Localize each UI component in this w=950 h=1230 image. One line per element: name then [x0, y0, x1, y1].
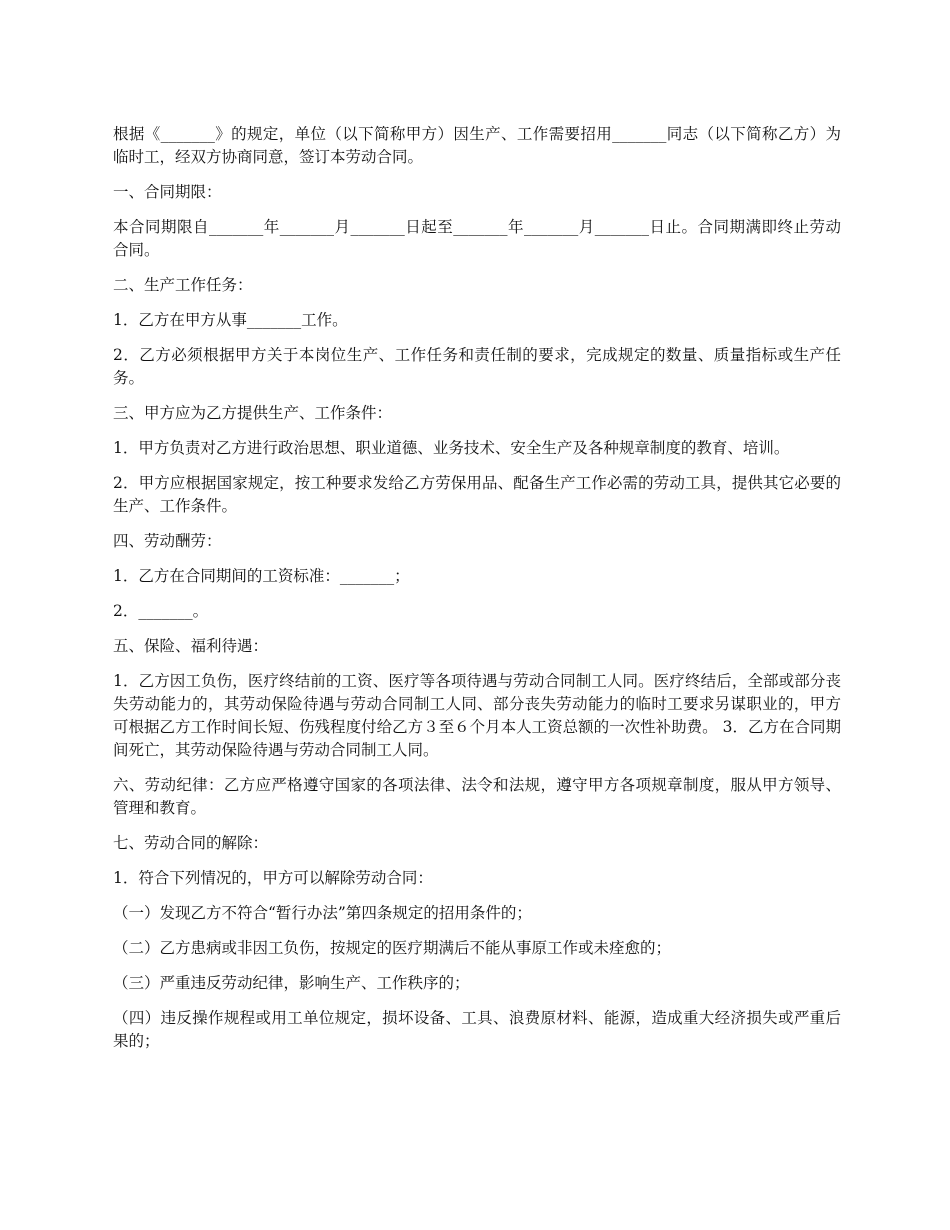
insurance-paragraph: 1．乙方因工负伤，医疗终结前的工资、医疗等各项待遇与劳动合同制工人同。医疗终结后，全部或部分丧失劳动能力的，其劳动保险待遇与劳动合同制工人同、部分丧失劳动能力的临时工要求另谋职业的，甲方可根据乙方工作时间长短、伤残程度付给乙方３至６个月本人工资总额的一次性补助费。 3．乙方在合同期间死亡，其劳动保险待遇与劳动合同制工人同。 [113, 672, 841, 759]
contract-document [113, 123, 841, 1065]
pay-item-1: 1．乙方在合同期间的工资标准：_______； [113, 567, 410, 585]
tasks-item-2: 2．乙方必须根据甲方关于本岗位生产、工作任务和责任制的要求，完成规定的数量、质量指标或生产任务。 [113, 346, 841, 387]
section-heading-termination: 七、劳动合同的解除： [113, 834, 269, 852]
tasks-item-1: 1．乙方在甲方从事_______工作。 [113, 311, 348, 329]
termination-clause-4: （四）违反操作规程或用工单位规定，损坏设备、工具、浪费原材料、能源，造成重大经济损失或严重后果的； [113, 1009, 841, 1050]
conditions-item-1: 1．甲方负责对乙方进行政治思想、职业道德、业务技术、安全生产及各种规章制度的教育、培训。 [113, 439, 790, 457]
intro-paragraph: 根据《_______》的规定，单位（以下简称甲方）因生产、工作需要招用_______同志（以下简称乙方）为临时工，经双方协商同意，签订本劳动合同。 [113, 125, 841, 166]
section-heading-tasks: 二、生产工作任务： [113, 276, 253, 294]
section-heading-term: 一、合同期限： [113, 183, 222, 201]
termination-item-1: 1．符合下列情况的，甲方可以解除劳动合同： [113, 869, 433, 887]
section-heading-insurance: 五、保险、福利待遇： [113, 637, 269, 655]
conditions-item-2: 2．甲方应根据国家规定，按工种要求发给乙方劳保用品、配备生产工作必需的劳动工具，提供其它必要的生产、工作条件。 [113, 474, 841, 515]
termination-clause-3: （三）严重违反劳动纪律，影响生产、工作秩序的； [113, 974, 470, 992]
pay-item-2: 2．_______。 [113, 602, 209, 620]
discipline-paragraph: 六、劳动纪律：乙方应严格遵守国家的各项法律、法令和法规，遵守甲方各项规章制度，服从甲方领导、管理和教育。 [113, 776, 841, 817]
section-heading-pay: 四、劳动酬劳： [113, 532, 222, 550]
termination-clause-2: （二）乙方患病或非因工负伤，按规定的医疗期满后不能从事原工作或未痊愈的； [113, 939, 672, 957]
section-heading-conditions: 三、甲方应为乙方提供生产、工作条件： [113, 404, 393, 422]
term-paragraph: 本合同期限自_______年_______月_______日起至_______年_______月_______日止。合同期满即终止劳动合同。 [113, 218, 841, 259]
termination-clause-1: （一）发现乙方不符合“暂行办法”第四条规定的招用条件的； [113, 904, 532, 922]
